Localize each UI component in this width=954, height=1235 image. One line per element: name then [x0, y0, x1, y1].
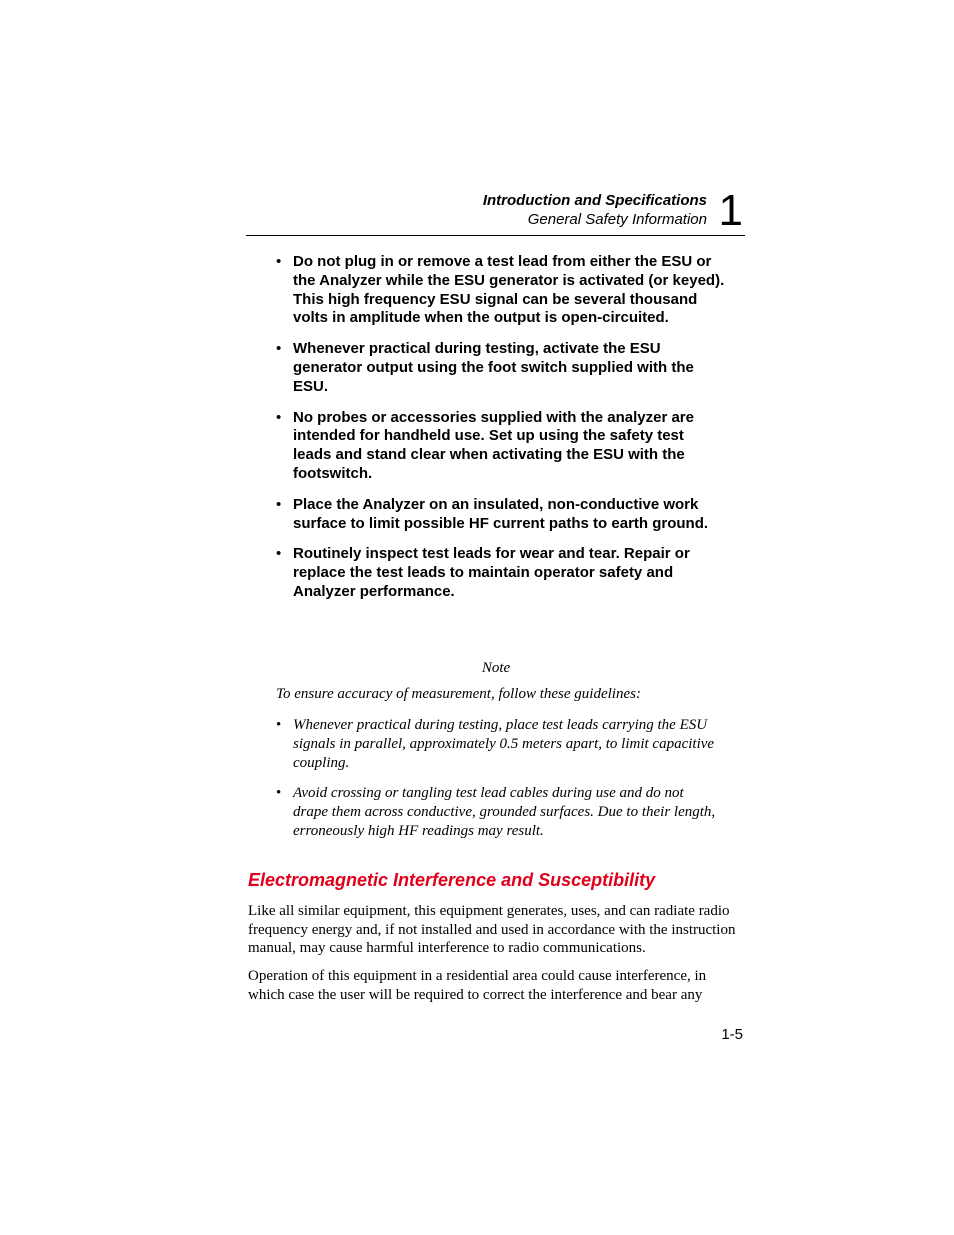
- header-text: [483, 191, 707, 229]
- warning-item: • Whenever practical during testing, activate the ESU generator output using the foot switch supplied with the ESU.: [276, 340, 726, 396]
- note-list: [276, 716, 716, 853]
- page-header: [246, 186, 745, 236]
- body-paragraph: Operation of this equipment in a residential area could cause interference, in which case the user will be required to correct the interference and bear any: [248, 968, 707, 1003]
- section-subtitle: General Safety Information: [527, 211, 707, 228]
- body-paragraph: Like all similar equipment, this equipment generates, uses, and can radiate radio frequency energy and, if not installed and used in accordance with the instruction manual, may cause harmful interference to radio communications.: [248, 903, 736, 956]
- section-heading: Electromagnetic Interference and Susceptibility: [248, 870, 656, 890]
- warning-item: • Do not plug in or remove a test lead from either the ESU or the Analyzer while the ESU generator is activated (or keyed). This high frequency ESU signal can be several thousand volts in amplitude when the output is open-circuited.: [276, 253, 726, 328]
- page-number: 1-5: [721, 1026, 743, 1043]
- chapter-title: Introduction and Specifications: [482, 192, 707, 209]
- note-label: Note: [481, 660, 511, 676]
- warning-item: • Routinely inspect test leads for wear and tear. Repair or replace the test leads to maintain operator safety and Analyzer performance.: [276, 545, 726, 601]
- warning-item: • No probes or accessories supplied with the analyzer are intended for handheld use. Set up using the safety test leads and stand clear when activating the ESU with the footswitch.: [276, 409, 726, 484]
- note-item: • Whenever practical during testing, place test leads carrying the ESU signals in parallel, approximately 0.5 meters apart, to limit capacitive coupling.: [276, 716, 716, 772]
- note-item: • Avoid crossing or tangling test lead cables during use and do not drape them across conductive, grounded surfaces. Due to their length, erroneously high HF readings may result.: [276, 784, 716, 840]
- warning-list: [276, 253, 726, 614]
- chapter-number: 1: [718, 186, 743, 235]
- note-intro: To ensure accuracy of measurement, follow these guidelines:: [276, 686, 641, 702]
- warning-item: • Place the Analyzer on an insulated, non-conductive work surface to limit possible HF current paths to earth ground.: [276, 496, 726, 534]
